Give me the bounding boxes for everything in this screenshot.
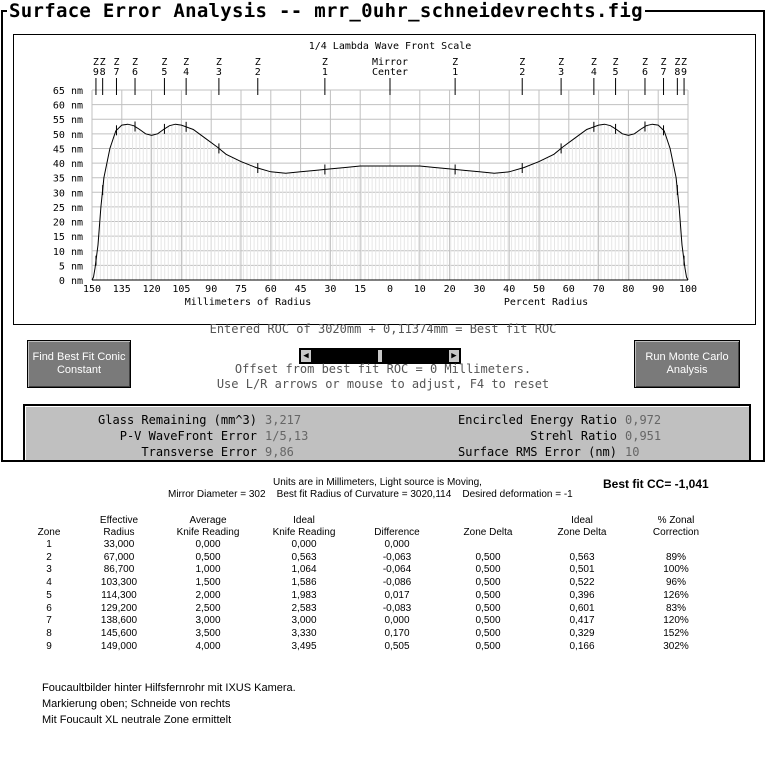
glass-remaining-value: 3,217: [265, 413, 302, 427]
table-header-row: [20, 527, 722, 539]
rms-error-value: 10: [625, 445, 640, 459]
x-tick-label: 90: [205, 284, 218, 295]
table-cell: 2,000: [195, 589, 221, 601]
table-cell: 0,017: [384, 589, 410, 601]
zone-label-right: Z: [660, 57, 667, 68]
y-tick-label: 55 nm: [52, 115, 83, 127]
table-cell: 0,329: [569, 627, 595, 639]
table-row: [20, 590, 722, 603]
zone-label-left: Z: [132, 57, 139, 68]
x-tick-label: 150: [82, 284, 102, 295]
zone-label-right: 1: [452, 67, 459, 78]
zone-label-left: Z: [92, 57, 99, 68]
y-tick-label: 50 nm: [52, 129, 83, 141]
units-line: Units are in Millimeters, Light source is Moving,: [273, 477, 482, 488]
transverse-error-label: Transverse Error: [141, 445, 257, 459]
table-cell: 0,563: [569, 551, 595, 563]
table-cell: 4,000: [195, 640, 221, 652]
zone-label-left: Z: [113, 57, 120, 68]
zone-label-right: 2: [519, 67, 526, 78]
table-cell: 1,500: [195, 577, 221, 589]
table-cell: 0,000: [384, 539, 410, 550]
table-cell: 0,000: [384, 615, 410, 627]
x-tick-label: 90: [652, 284, 665, 295]
x-axis-label-right: Percent Radius: [503, 297, 589, 308]
x-tick-label: 135: [112, 284, 131, 295]
column-header: Radius: [103, 527, 135, 538]
table-cell: 0,522: [569, 577, 595, 589]
center-label: Mirror: [371, 57, 409, 68]
table-cell: 0,500: [475, 564, 501, 576]
table-cell: 152%: [663, 627, 689, 639]
x-tick-label: 45: [294, 284, 307, 295]
x-tick-label: 80: [622, 284, 635, 295]
table-cell: 302%: [663, 640, 689, 652]
zone-label-right: Z: [641, 57, 648, 68]
column-header: Knife Reading: [176, 527, 240, 538]
y-tick-label: 15 nm: [52, 232, 83, 244]
y-tick-label: 65 nm: [52, 86, 83, 97]
zone-label-left: 9: [92, 67, 99, 78]
column-header: Difference: [374, 527, 420, 538]
table-cell: 0,601: [569, 602, 595, 614]
table-cell: 0,500: [195, 551, 221, 563]
rms-error-label: Surface RMS Error (nm): [458, 445, 617, 459]
table-cell: 0,500: [475, 615, 501, 627]
table-cell: 0,500: [475, 577, 501, 589]
table-cell: 7: [46, 615, 52, 627]
y-tick-label: 10 nm: [52, 246, 83, 258]
zone-label-right: 8: [674, 67, 681, 78]
x-tick-label: 60: [264, 284, 277, 295]
x-tick-label: 100: [678, 284, 698, 295]
run-monte-carlo-button[interactable]: Run Monte Carlo Analysis: [634, 340, 740, 388]
center-label: Center: [371, 67, 409, 78]
slider-thumb[interactable]: [377, 349, 383, 363]
statistics-panel: [23, 404, 751, 462]
x-tick-label: 105: [172, 284, 191, 295]
zone-label-left: Z: [321, 57, 328, 68]
column-header: Average: [189, 515, 227, 526]
column-header: Zone: [37, 527, 61, 538]
x-axis-label-left: Millimeters of Radius: [184, 297, 312, 308]
chart-title: 1/4 Lambda Wave Front Scale: [308, 41, 472, 52]
table-cell: -0,064: [382, 564, 412, 576]
zone-label-left: 3: [215, 67, 222, 78]
x-tick-label: 75: [234, 284, 248, 295]
y-tick-label: 60 nm: [52, 100, 83, 112]
table-row: [20, 552, 722, 565]
x-tick-label: 15: [354, 284, 367, 295]
table-cell: 0,500: [475, 640, 501, 652]
table-row: [20, 603, 722, 616]
table-cell: 3: [46, 564, 52, 576]
table-cell: 67,000: [103, 551, 135, 563]
x-tick-label: 20: [443, 284, 456, 295]
table-cell: 0,417: [569, 615, 595, 627]
table-row: [20, 615, 722, 628]
x-tick-label: 30: [473, 284, 486, 295]
zone-label-right: Z: [452, 57, 459, 68]
table-cell: 3,500: [195, 627, 221, 639]
strehl-ratio-value: 0,951: [625, 429, 662, 443]
zone-label-left: Z: [254, 57, 261, 68]
table-cell: 103,300: [100, 577, 138, 589]
zone-label-left: 2: [254, 67, 261, 78]
table-cell: [630, 539, 722, 552]
zone-label-right: Z: [674, 57, 681, 68]
column-header: Zone Delta: [557, 527, 607, 538]
table-cell: 129,200: [100, 602, 138, 614]
table-cell: 138,600: [100, 615, 138, 627]
column-header: Correction: [652, 527, 700, 538]
zone-label-left: Z: [99, 57, 106, 68]
x-tick-label: 50: [532, 284, 546, 295]
table-cell: [442, 539, 534, 552]
table-cell: 0,500: [475, 627, 501, 639]
table-cell: 9: [46, 640, 52, 652]
table-cell: 0,166: [569, 640, 595, 652]
table-row: [20, 641, 722, 654]
table-cell: 149,000: [100, 640, 138, 652]
zone-label-right: 5: [612, 67, 619, 78]
help-text: Use L/R arrows or mouse to adjust, F4 to reset: [216, 377, 550, 391]
table-row: [20, 628, 722, 641]
table-cell: 89%: [665, 551, 686, 563]
table-cell: 5: [46, 589, 52, 601]
slider-right-arrow-icon[interactable]: ▶: [448, 349, 460, 363]
zone-label-right: Z: [612, 57, 619, 68]
encircled-energy-value: 0,972: [625, 413, 662, 427]
x-tick-label: 30: [324, 284, 337, 295]
zone-label-right: Z: [558, 57, 565, 68]
column-header: Zone Delta: [463, 527, 513, 538]
column-header: [352, 515, 442, 527]
table-cell: 3,000: [291, 615, 317, 627]
column-header: [20, 515, 78, 527]
table-cell: [534, 539, 630, 552]
zone-label-left: Z: [161, 57, 168, 68]
y-tick-label: 25 nm: [52, 202, 83, 214]
pv-error-value: 1/5,13: [265, 429, 309, 443]
table-cell: 0,500: [475, 602, 501, 614]
zone-label-right: 4: [590, 67, 597, 78]
table-cell: 6: [46, 602, 52, 614]
offset-text: Offset from best fit ROC = 0 Millimeters.: [234, 362, 532, 376]
zone-label-left: 1: [321, 67, 328, 78]
table-cell: 1,064: [291, 564, 317, 576]
zone-table: [20, 515, 722, 653]
diameter-line: Mirror Diameter = 302 Best fit Radius of Curvature = 3020,114 Desired deformation = -1: [168, 489, 573, 500]
find-best-fit-conic-button[interactable]: Find Best Fit Conic Constant: [27, 340, 131, 388]
zone-label-right: Z: [681, 57, 688, 68]
table-cell: 2: [46, 551, 52, 563]
x-tick-label: 120: [142, 284, 161, 295]
table-cell: 0,000: [195, 539, 221, 550]
encircled-energy-label: Encircled Energy Ratio: [458, 413, 617, 427]
table-cell: 1,586: [291, 577, 317, 589]
table-cell: -0,086: [382, 577, 412, 589]
analysis-window: [1, 10, 765, 462]
column-header: [442, 515, 534, 527]
zone-label-right: 6: [641, 67, 648, 78]
zone-label-right: Z: [590, 57, 597, 68]
x-tick-label: 60: [562, 284, 575, 295]
table-cell: 8: [46, 627, 52, 639]
table-cell: 1: [46, 539, 52, 550]
table-header-row: [20, 515, 722, 527]
table-cell: 126%: [663, 589, 689, 601]
zone-label-right: 9: [681, 67, 688, 78]
roc-text: Entered ROC of 3020mm + 0,11374mm = Best fit ROC: [209, 322, 557, 336]
table-cell: -0,063: [382, 551, 412, 563]
x-tick-label: 70: [592, 284, 605, 295]
pv-error-label: P-V WaveFront Error: [119, 429, 257, 443]
y-tick-label: 45 nm: [52, 144, 83, 156]
table-cell: 0,500: [475, 589, 501, 601]
table-cell: 0,500: [475, 551, 501, 563]
table-cell: 0,505: [384, 640, 410, 652]
table-row: [20, 539, 722, 552]
table-cell: 86,700: [103, 564, 135, 576]
zone-label-left: Z: [183, 57, 190, 68]
zone-label-left: 5: [161, 67, 168, 78]
table-cell: 100%: [663, 564, 689, 576]
table-cell: -0,083: [382, 602, 412, 614]
table-cell: 2,583: [291, 602, 317, 614]
table-cell: 33,000: [103, 539, 135, 550]
table-cell: 120%: [663, 615, 689, 627]
column-header: Knife Reading: [272, 527, 336, 538]
note-line: Markierung oben; Schneide von rechts: [42, 698, 231, 710]
table-cell: 114,300: [101, 589, 137, 601]
note-line: Foucaultbilder hinter Hilfsfernrohr mit IXUS Kamera.: [42, 682, 296, 694]
table-cell: 0,170: [384, 627, 410, 639]
zone-label-right: Z: [519, 57, 526, 68]
x-tick-label: 0: [386, 284, 394, 295]
zone-label-left: 6: [132, 67, 139, 78]
table-cell: 0,501: [569, 564, 595, 576]
y-tick-label: 30 nm: [52, 188, 83, 200]
table-cell: 3,330: [291, 627, 317, 639]
table-cell: 1,000: [195, 564, 221, 576]
zone-label-left: 4: [183, 67, 190, 78]
wavefront-chart: [14, 35, 755, 324]
slider-left-arrow-icon[interactable]: ◀: [300, 349, 312, 363]
zone-label-left: 8: [99, 67, 106, 78]
table-row: [20, 577, 722, 590]
y-tick-label: 40 nm: [52, 159, 83, 171]
table-cell: 3,495: [291, 640, 317, 652]
x-tick-label: 10: [413, 284, 426, 295]
zone-label-right: 3: [558, 67, 565, 78]
glass-remaining-label: Glass Remaining (mm^3): [98, 413, 257, 427]
zone-label-right: 7: [660, 67, 667, 78]
y-tick-label: 5 nm: [58, 261, 83, 273]
table-cell: 2,500: [195, 602, 221, 614]
table-row: [20, 564, 722, 577]
table-cell: 1,983: [291, 589, 317, 601]
table-cell: 0,563: [291, 551, 317, 563]
column-header: Effective: [99, 515, 139, 526]
wavefront-plot: [13, 34, 756, 325]
strehl-ratio-label: Strehl Ratio: [530, 429, 617, 443]
column-header: Ideal: [293, 515, 315, 526]
y-tick-label: 35 nm: [52, 173, 83, 185]
table-cell: 96%: [665, 577, 686, 589]
y-tick-label: 0 nm: [58, 276, 83, 287]
column-header: % Zonal: [657, 515, 695, 526]
transverse-error-value: 9,86: [265, 445, 294, 459]
table-cell: 83%: [665, 602, 686, 614]
table-cell: 0,396: [569, 589, 595, 601]
table-cell: 0,000: [291, 539, 317, 550]
column-header: Ideal: [571, 515, 593, 526]
table-cell: 4: [46, 577, 52, 589]
table-cell: 145,600: [100, 627, 138, 639]
best-fit-cc: Best fit CC= -1,041: [603, 477, 709, 491]
table-cell: 3,000: [195, 615, 221, 627]
x-tick-label: 40: [503, 284, 516, 295]
y-tick-label: 20 nm: [52, 217, 83, 229]
zone-label-left: Z: [215, 57, 222, 68]
note-line: Mit Foucault XL neutrale Zone ermittelt: [42, 714, 232, 726]
zone-label-left: 7: [113, 67, 120, 78]
window-title: Surface Error Analysis -- mrr_0uhr_schneidevrechts.fig: [9, 0, 643, 22]
